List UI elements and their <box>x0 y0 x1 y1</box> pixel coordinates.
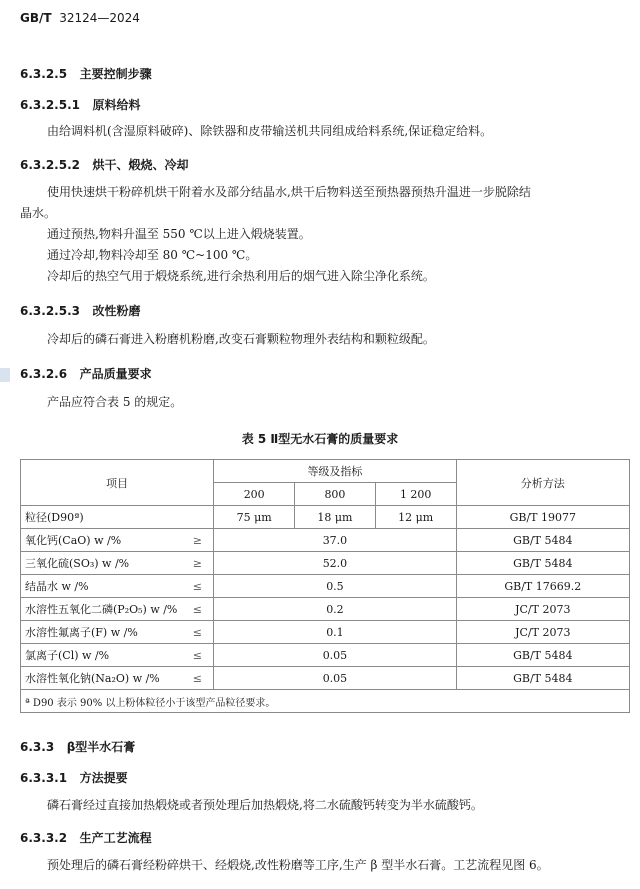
value-cell: 0.05 <box>214 644 456 667</box>
standard-code: GB/T <box>20 11 52 25</box>
item-cell: 三氧化硫(SO₃) w /% <box>21 552 182 575</box>
table-row <box>21 644 630 667</box>
item-cell: 水溶性氧化钠(Na₂O) w /% <box>21 667 182 690</box>
method-cell: GB/T 5484 <box>456 667 629 690</box>
item-cell: 结晶水 w /% <box>21 575 182 598</box>
section-number: 6.3.3.1 <box>20 771 68 785</box>
paragraph: 冷却后的磷石膏进入粉磨机粉磨,改变石膏颗粒物理外表结构和颗粒级配。 <box>47 332 435 346</box>
table-footnote-row <box>21 690 630 713</box>
section-number: 6.3.2.5 <box>20 67 68 81</box>
item-cell: 氯离子(Cl) w /% <box>21 644 182 667</box>
heading-6326 <box>20 365 152 382</box>
paragraph: 通过预热,物料升温至 550 ℃以上进入煅烧装置。 <box>47 227 311 241</box>
table-row <box>21 598 630 621</box>
table-row <box>21 667 630 690</box>
standard-header <box>20 11 140 25</box>
table-row <box>21 506 630 529</box>
table-footnote: ª D90 表示 90% 以上粉体粒径小于该型产品粒径要求。 <box>21 690 630 713</box>
operator-cell: ≤ <box>181 575 213 598</box>
table-row <box>21 552 630 575</box>
value-cell: 52.0 <box>214 552 456 575</box>
value-cell: 12 μm <box>375 506 456 529</box>
method-cell: GB/T 5484 <box>456 644 629 667</box>
table-title: 表 5 Ⅱ型无水石膏的质量要求 <box>241 432 399 446</box>
table-row <box>21 529 630 552</box>
section-title: 改性粉磨 <box>92 304 141 318</box>
operator-cell: ≥ <box>181 552 213 575</box>
operator-cell <box>181 506 213 529</box>
value-cell: 0.5 <box>214 575 456 598</box>
table-row <box>21 621 630 644</box>
item-cell: 粒径(D90ª) <box>21 506 182 529</box>
value-cell: 0.1 <box>214 621 456 644</box>
heading-63251 <box>20 96 141 113</box>
method-cell: JC/T 2073 <box>456 621 629 644</box>
paragraph: 通过冷却,物料冷却至 80 ℃~100 ℃。 <box>47 248 258 262</box>
paragraph: 由给调料机(含湿原料破碎)、除铁器和皮带输送机共同组成给料系统,保证稳定给料。 <box>47 124 493 138</box>
heading-6332 <box>20 829 152 846</box>
paragraph: 产品应符合表 5 的规定。 <box>47 395 183 409</box>
section-title: 方法提要 <box>79 771 128 785</box>
value-cell: 0.2 <box>214 598 456 621</box>
col-header-grade: 等级及指标 <box>214 460 456 483</box>
section-number: 6.3.3.2 <box>20 831 68 845</box>
section-title: 产品质量要求 <box>79 367 152 381</box>
item-cell: 氧化钙(CaO) w /% <box>21 529 182 552</box>
section-number: 6.3.2.5.2 <box>20 158 80 172</box>
paragraph: 预处理后的磷石膏经粉碎烘干、经煅烧,改性粉磨等工序,生产 β 型半水石膏。工艺流程见图 6。 <box>47 858 549 872</box>
section-number: 6.3.3 <box>20 740 55 754</box>
operator-cell: ≥ <box>181 529 213 552</box>
grade-header: 200 <box>214 483 295 506</box>
paragraph: 磷石膏经过直接加热煅烧或者预处理后加热煅烧,将二水硫酸钙转变为半水硫酸钙。 <box>47 798 483 812</box>
item-cell: 水溶性五氧化二磷(P₂O₅) w /% <box>21 598 182 621</box>
heading-63253 <box>20 302 141 319</box>
grade-header: 1 200 <box>375 483 456 506</box>
heading-63252 <box>20 156 189 173</box>
item-cell: 水溶性氟离子(F) w /% <box>21 621 182 644</box>
value-cell: 37.0 <box>214 529 456 552</box>
section-number: 6.3.2.6 <box>20 367 68 381</box>
operator-cell: ≤ <box>181 644 213 667</box>
method-cell: GB/T 17669.2 <box>456 575 629 598</box>
method-cell: GB/T 5484 <box>456 529 629 552</box>
heading-6331 <box>20 769 128 786</box>
standard-number: 32124—2024 <box>59 11 140 25</box>
paragraph-continuation: 晶水。 <box>20 206 57 220</box>
operator-cell: ≤ <box>181 598 213 621</box>
paragraph: 冷却后的热空气用于煅烧系统,进行余热利用后的烟气进入除尘净化系统。 <box>47 269 435 283</box>
value-cell: 18 μm <box>295 506 376 529</box>
margin-mark <box>0 368 10 382</box>
paragraph: 使用快速烘干粉碎机烘干附着水及部分结晶水,烘干后物料送至预热器预热升温进一步脱除结 <box>47 185 531 199</box>
value-cell: 75 μm <box>214 506 295 529</box>
method-cell: JC/T 2073 <box>456 598 629 621</box>
section-number: 6.3.2.5.1 <box>20 98 80 112</box>
operator-cell: ≤ <box>181 667 213 690</box>
section-title: 主要控制步骤 <box>79 67 152 81</box>
heading-633 <box>20 738 135 755</box>
operator-cell: ≤ <box>181 621 213 644</box>
section-title: β型半水石膏 <box>66 740 136 754</box>
col-header-item: 项目 <box>21 460 214 506</box>
section-title: 原料给料 <box>92 98 141 112</box>
heading-6325 <box>20 65 152 82</box>
method-cell: GB/T 5484 <box>456 552 629 575</box>
section-title: 烘干、煅烧、冷却 <box>92 158 189 172</box>
section-title: 生产工艺流程 <box>79 831 152 845</box>
grade-header: 800 <box>295 483 376 506</box>
quality-table <box>20 459 630 713</box>
section-number: 6.3.2.5.3 <box>20 304 80 318</box>
col-header-method: 分析方法 <box>456 460 629 506</box>
table-row <box>21 575 630 598</box>
method-cell: GB/T 19077 <box>456 506 629 529</box>
value-cell: 0.05 <box>214 667 456 690</box>
